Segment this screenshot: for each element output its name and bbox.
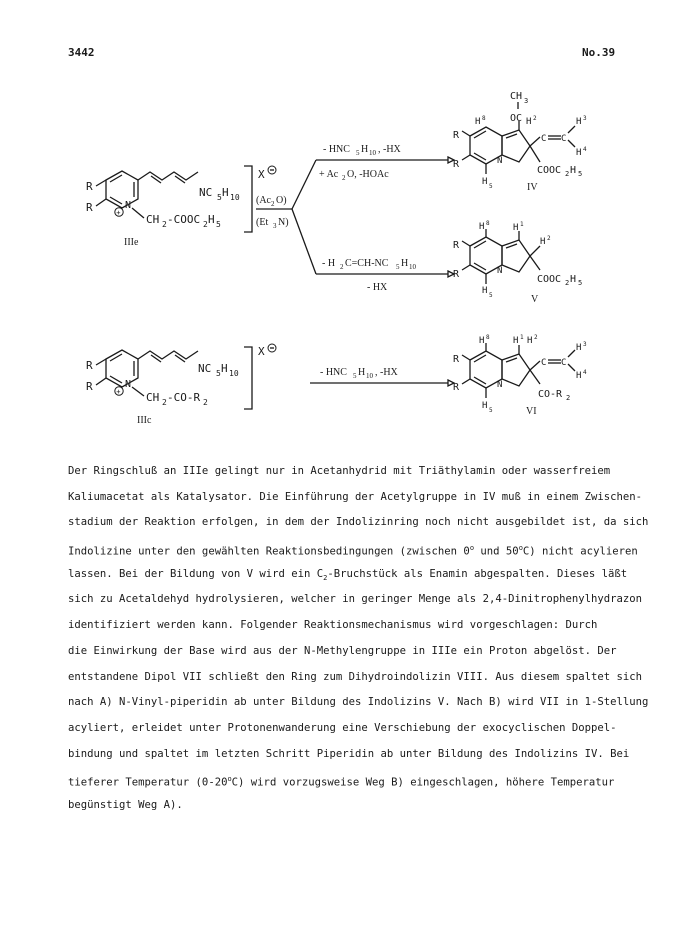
svg-text:R: R	[86, 359, 93, 372]
svg-text:2: 2	[203, 220, 208, 229]
svg-text:1: 1	[520, 221, 524, 228]
compound-label-IIIe: IIIe	[124, 237, 139, 248]
compound-label-V: V	[531, 294, 539, 305]
svg-text:R: R	[453, 354, 460, 365]
svg-text:4: 4	[583, 146, 587, 153]
page-number: 3442	[68, 46, 95, 59]
svg-text:H: H	[208, 213, 215, 226]
svg-text:2: 2	[203, 398, 208, 407]
issue-number: No.39	[582, 46, 616, 59]
reaction-schemes	[0, 0, 680, 440]
paragraph-line: entstandene Dipol VII schließt den Ring zum Dihydroindolizin VIII. Aus diesem spaltet sich	[68, 670, 643, 683]
compound-label-IIIc: IIIc	[137, 415, 152, 426]
paragraph-line: nach A) N-Vinyl-piperidin ab unter Bildung des Indolizins V. Nach B) wird VII in 1-Stellung	[68, 696, 649, 709]
svg-text:H: H	[513, 223, 519, 233]
svg-text:C: C	[561, 358, 567, 368]
svg-text:X: X	[258, 345, 265, 358]
svg-text:H: H	[540, 237, 546, 247]
svg-text:R: R	[453, 382, 460, 393]
svg-text:+ Ac: + Ac	[319, 169, 339, 180]
svg-text:H: H	[401, 258, 409, 269]
paragraph-line: bindung und spaltet im letzten Schritt Piperidin ab unter Bildung des Indolizins IV. Bei	[68, 747, 630, 760]
svg-text:- HNC: - HNC	[320, 367, 347, 378]
svg-text:4: 4	[583, 369, 587, 376]
reactant-IIIe-structure	[86, 171, 240, 229]
svg-text:H: H	[570, 274, 577, 285]
svg-text:3: 3	[583, 115, 587, 122]
svg-text:2: 2	[271, 200, 275, 208]
svg-text:N: N	[497, 380, 503, 390]
paragraph-line: Kaliumacetat als Katalysator. Die Einführung der Acetylgruppe in IV muß in einem Zwischen-	[68, 490, 643, 503]
paragraph	[68, 459, 649, 819]
svg-text:(Ac: (Ac	[256, 195, 271, 206]
svg-text:10: 10	[230, 193, 240, 202]
svg-text:+: +	[116, 388, 121, 396]
svg-text:H: H	[526, 117, 532, 127]
svg-text:H: H	[576, 343, 582, 353]
svg-text:10: 10	[366, 372, 373, 380]
scheme2-arrow-label	[320, 367, 399, 380]
svg-text:2: 2	[162, 398, 167, 407]
svg-text:H: H	[479, 222, 485, 232]
svg-text:, -HX: , -HX	[375, 367, 398, 378]
svg-text:2: 2	[534, 334, 538, 341]
svg-text:5: 5	[353, 372, 357, 380]
svg-text:-CO-R: -CO-R	[167, 391, 201, 404]
paragraph-line: Indolizine unter den gewählten Reaktionsbedingungen (zwischen 0$^o$ und 50$^o$C) nicht acylieren	[68, 544, 638, 558]
svg-text:5: 5	[489, 292, 493, 299]
paragraph-line: stadium der Reaktion erfolgen, in dem der Indolizinring noch nicht ausgebildet ist, da sich	[68, 516, 649, 529]
svg-text:NC: NC	[198, 362, 212, 375]
svg-text:5: 5	[356, 149, 360, 157]
svg-text:X: X	[258, 168, 265, 181]
svg-text:H: H	[576, 371, 582, 381]
paragraph-line: lassen. Bei der Bildung von V wird ein $C_2$-Bruchstück als Enamin abgespalten. Dieses läßt	[68, 567, 628, 582]
compound-label-VI: VI	[526, 406, 537, 417]
svg-text:5: 5	[578, 279, 583, 287]
svg-text:N: N	[125, 200, 132, 211]
svg-text:2: 2	[566, 394, 571, 402]
svg-text:R: R	[86, 201, 93, 214]
paragraph-line: acyliert, erleidet unter Protonenwanderung eine Verschiebung der exocyclischen Doppel-	[68, 721, 617, 734]
paragraph-line: sich zu Acetaldehyd hydrolysieren, welcher in geringer Menge als 2,4-Dinitrophenylhydrazon	[68, 593, 643, 606]
svg-text:R: R	[453, 130, 460, 141]
product-IV-structure	[453, 91, 587, 190]
product-V-structure	[453, 220, 582, 299]
svg-text:H: H	[221, 362, 228, 375]
svg-text:+: +	[116, 209, 121, 217]
svg-text:NC: NC	[199, 186, 213, 199]
svg-text:5: 5	[578, 170, 583, 178]
svg-text:COOC: COOC	[537, 274, 562, 285]
svg-text:O, -HOAc: O, -HOAc	[347, 169, 389, 180]
svg-text:C: C	[561, 134, 567, 144]
svg-text:C: C	[541, 358, 547, 368]
svg-text:CO-R: CO-R	[538, 389, 563, 400]
svg-text:2: 2	[565, 170, 570, 178]
svg-text:H: H	[361, 144, 369, 155]
svg-text:R: R	[453, 159, 460, 170]
svg-text:OC: OC	[510, 113, 523, 124]
svg-text:5: 5	[216, 369, 221, 378]
svg-text:R: R	[453, 269, 460, 280]
svg-text:2: 2	[342, 174, 346, 182]
svg-text:H: H	[482, 401, 488, 411]
paragraph-line: die Einwirkung der Base wird aus der N-Methylengruppe in IIIe ein Proton abgelöst. Der	[68, 644, 617, 657]
svg-text:2: 2	[340, 263, 344, 271]
svg-text:R: R	[86, 180, 93, 193]
svg-text:C=CH-NC: C=CH-NC	[345, 258, 389, 269]
svg-text:10: 10	[229, 369, 239, 378]
svg-text:10: 10	[369, 149, 376, 157]
svg-text:8: 8	[486, 220, 490, 227]
svg-text:H: H	[358, 367, 366, 378]
svg-text:CH: CH	[510, 91, 523, 102]
reactant-IIIc-structure	[86, 350, 239, 407]
svg-text:5: 5	[489, 183, 493, 190]
svg-text:- HX: - HX	[367, 282, 388, 293]
upper-arrow-labels	[319, 144, 402, 182]
svg-text:H: H	[222, 186, 229, 199]
svg-text:- HNC: - HNC	[323, 144, 350, 155]
svg-text:2: 2	[565, 279, 570, 287]
svg-text:H: H	[576, 117, 582, 127]
svg-text:2: 2	[533, 115, 537, 122]
svg-text:10: 10	[409, 263, 416, 271]
lower-arrow-labels	[322, 258, 417, 293]
svg-text:H: H	[513, 336, 519, 346]
svg-text:H: H	[570, 165, 577, 176]
svg-text:R: R	[453, 240, 460, 251]
svg-text:R: R	[86, 380, 93, 393]
svg-text:2: 2	[162, 220, 167, 229]
svg-text:-COOC: -COOC	[167, 213, 201, 226]
svg-text:8: 8	[486, 334, 490, 341]
svg-text:H: H	[475, 117, 481, 127]
svg-text:(Et: (Et	[256, 217, 269, 228]
svg-text:H: H	[576, 148, 582, 158]
svg-text:5: 5	[489, 407, 493, 414]
product-VI-structure	[453, 334, 587, 414]
svg-text:- H: - H	[322, 258, 336, 269]
svg-text:CH: CH	[146, 213, 160, 226]
svg-text:N: N	[125, 379, 132, 390]
svg-text:8: 8	[482, 115, 486, 122]
svg-text:3: 3	[583, 341, 587, 348]
paragraph-line: begünstigt Weg A).	[68, 798, 183, 811]
svg-text:H: H	[527, 336, 533, 346]
svg-text:1: 1	[520, 334, 524, 341]
svg-text:N): N)	[278, 217, 289, 228]
svg-text:CH: CH	[146, 391, 160, 404]
reaction-conditions	[256, 195, 292, 230]
svg-text:N: N	[497, 266, 503, 276]
svg-text:O): O)	[276, 195, 287, 206]
svg-text:H: H	[479, 336, 485, 346]
svg-text:3: 3	[524, 97, 529, 105]
svg-text:5: 5	[217, 193, 222, 202]
paragraph-line: Der Ringschluß an IIIe gelingt nur in Acetanhydrid mit Triäthylamin oder wasserfreiem	[68, 465, 611, 477]
svg-text:3: 3	[273, 222, 277, 230]
paragraph-line: identifiziert werden kann. Folgender Reaktionsmechanismus wird vorgeschlagen: Durch	[68, 619, 598, 632]
svg-text:5: 5	[396, 263, 400, 271]
svg-text:H: H	[482, 286, 488, 296]
svg-text:C: C	[541, 134, 547, 144]
svg-text:COOC: COOC	[537, 165, 562, 176]
svg-text:5: 5	[216, 220, 221, 229]
svg-text:H: H	[482, 177, 488, 187]
svg-text:N: N	[497, 156, 503, 166]
compound-label-IV: IV	[527, 182, 538, 193]
paragraph-line: tieferer Temperatur (0-20$^o$C) wird vorzugsweise Weg B) eingeschlagen, höhere Temperatur	[68, 775, 615, 789]
svg-text:, -HX: , -HX	[378, 144, 401, 155]
svg-text:2: 2	[547, 235, 551, 242]
